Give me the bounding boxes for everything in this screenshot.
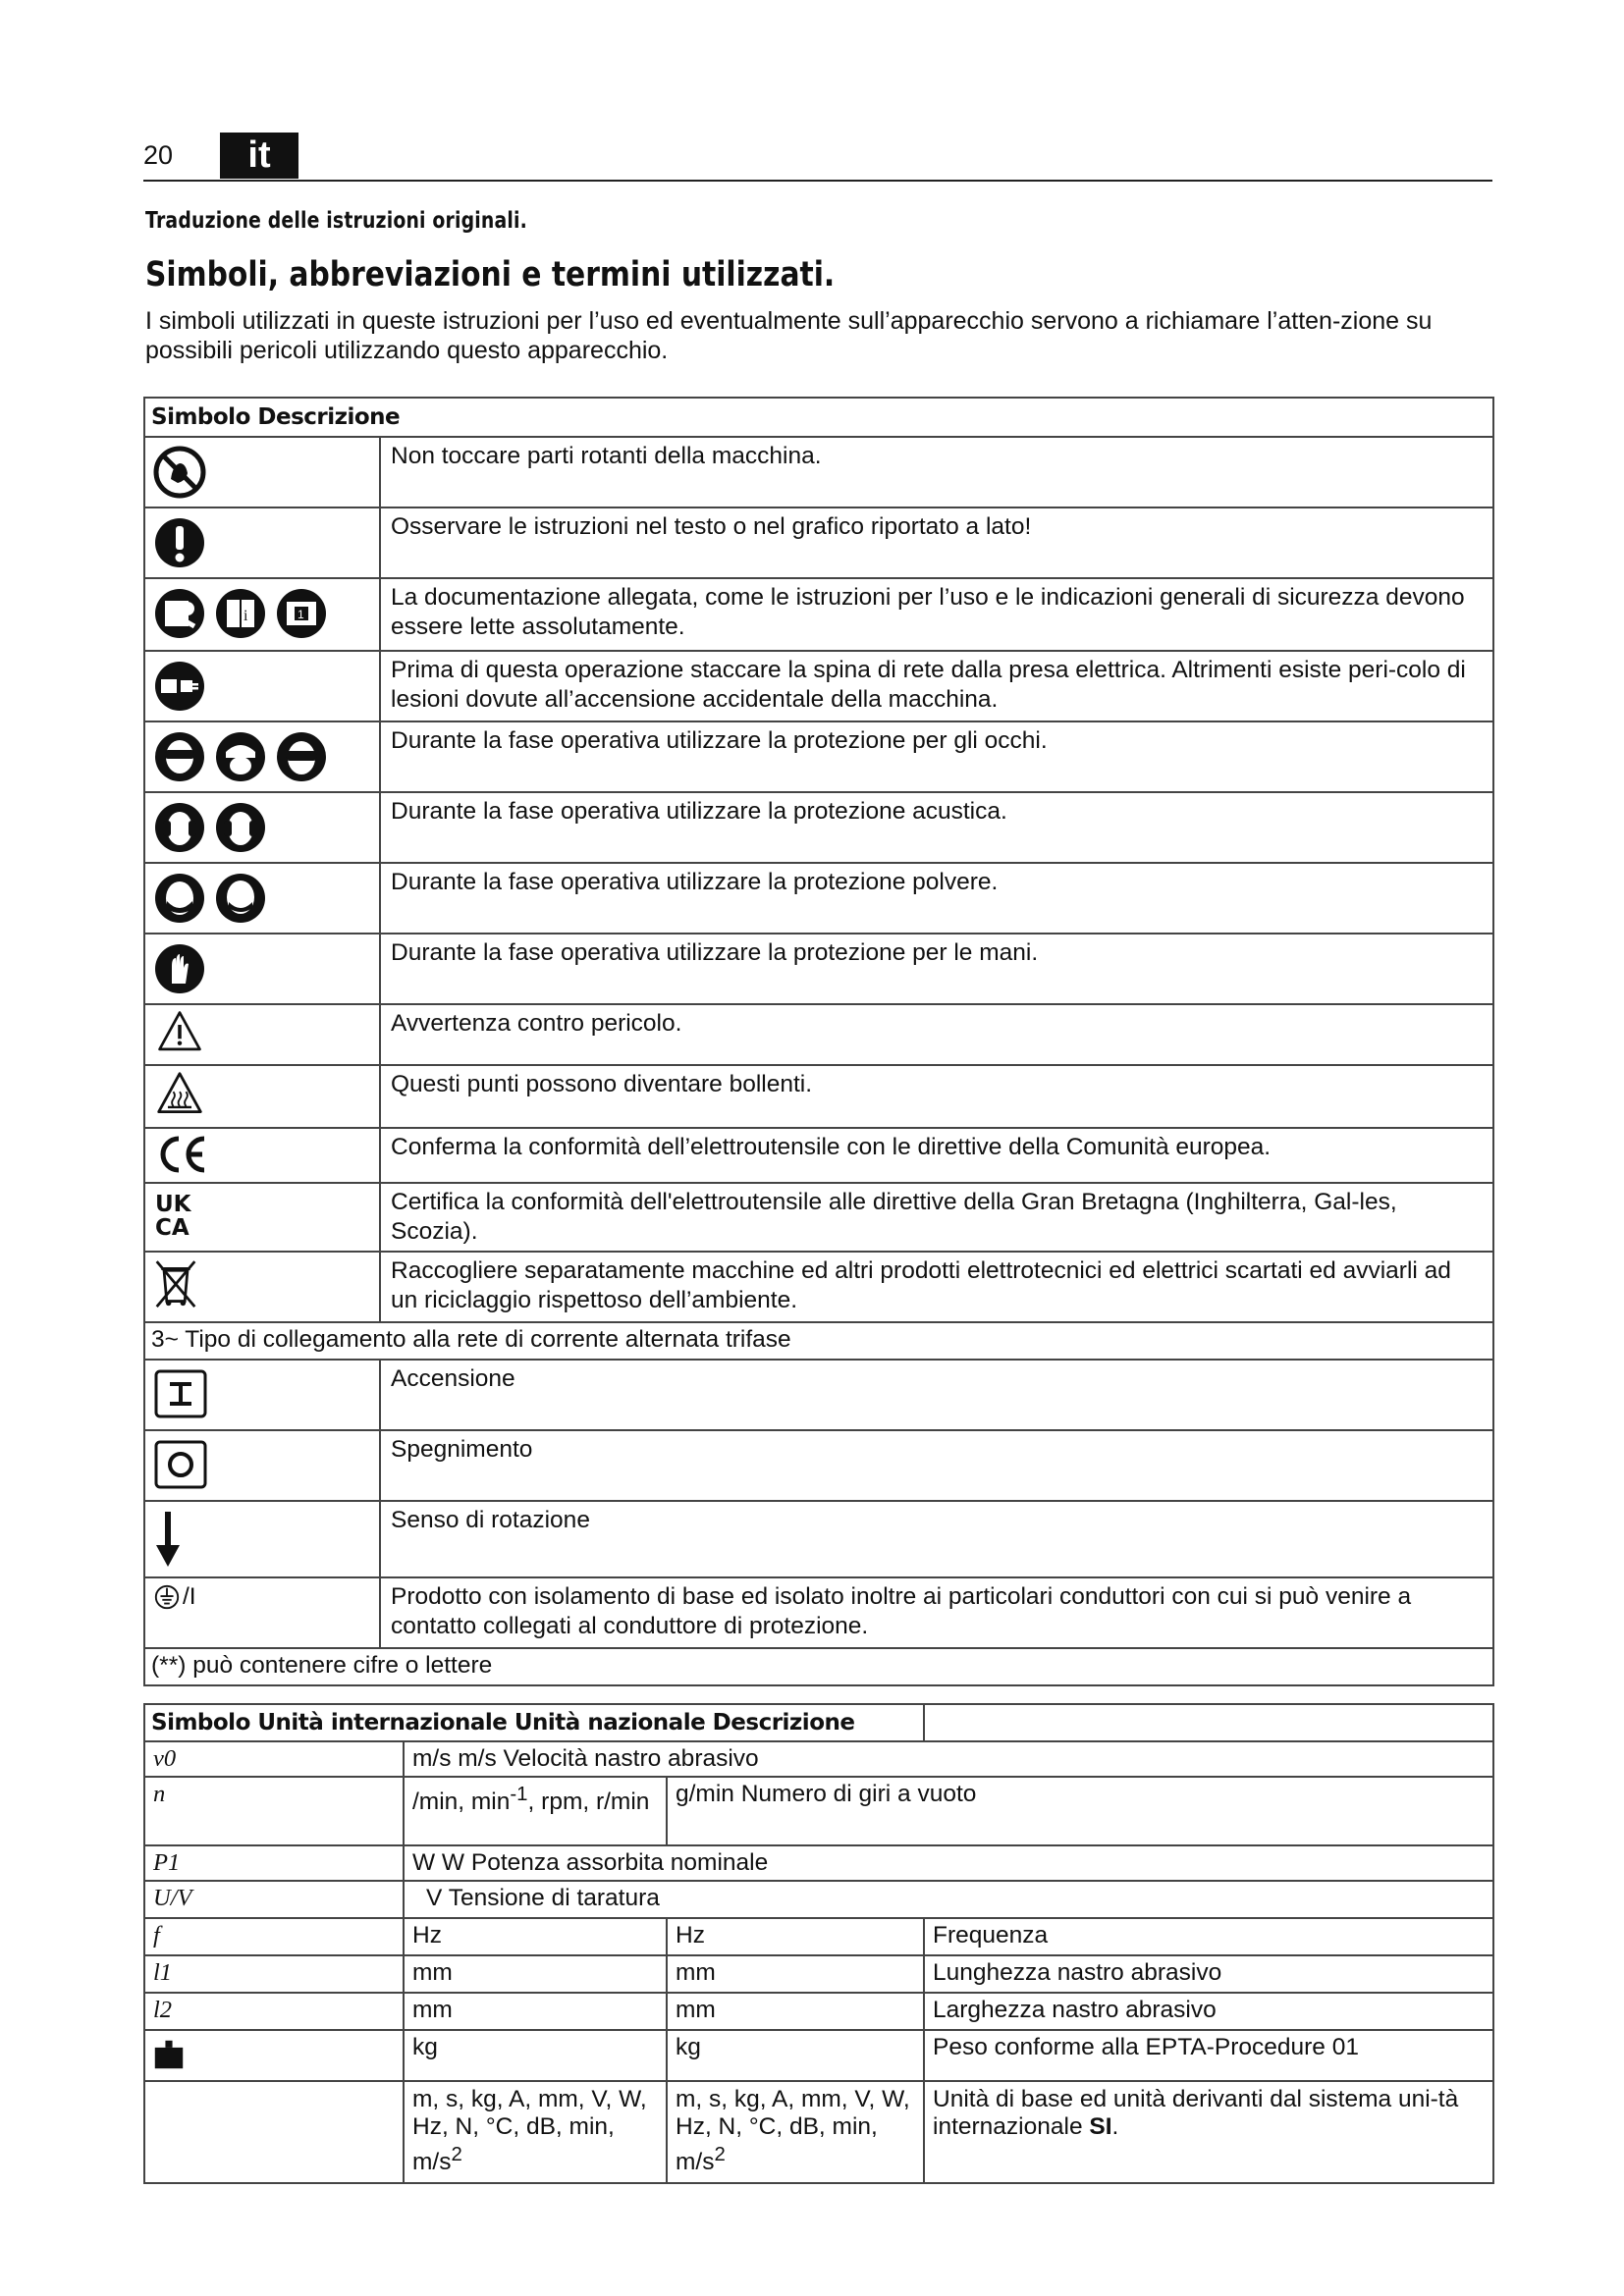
row-text: Certifica la conformità dell'elettroutensile alle direttive della Gran Bretagna (Inghilterra, Gal-les, Scozia). [380,1183,1493,1252]
description-cell: Peso conforme alla EPTA-Procedure 01 [924,2030,1493,2081]
intl-unit-cell: m, s, kg, A, mm, V, W, Hz, N, °C, dB, min, $m/s^2$ [404,2081,667,2183]
table-row [144,934,1493,1004]
page-header [143,133,1492,182]
description-cell: Unità di base ed unità derivanti dal sistema uni-tà internazionale SI. [924,2081,1493,2183]
row-text: Raccogliere separatamente macchine ed altri prodotti elettrotecnici ed elettrici scartati ed avviarli ad un riciclaggio rispettoso dell’ambiente. [380,1252,1493,1322]
row-text: Senso di rotazione [380,1501,1493,1577]
symbol-cell: n [144,1777,404,1845]
natl-unit-cell: Hz [667,1918,924,1955]
table-row [144,863,1493,934]
row-text: Conferma la conformità dell’elettroutensile con le direttive della Comunità europea. [380,1128,1493,1183]
natl-unit-cell: mm [667,1955,924,1993]
description-cell: Larghezza nastro abrasivo [924,1993,1493,2030]
hot-surface-icon [153,1070,206,1119]
svg-text:CA: CA [155,1215,189,1239]
protective-earth-icon [153,1583,181,1611]
table-row [144,507,1493,578]
row-text: La documentazione allegata, come le istruzioni per l’uso e le indicazioni generali di sicurezza devono essere lette assolutamente. [380,578,1493,651]
power-on-icon [153,1368,208,1419]
units-table [143,1703,1494,2184]
table-row [144,1741,1493,1777]
symbol-cell [144,2030,404,2081]
svg-text:i: i [244,608,248,624]
ear-protection-icon [153,801,206,854]
table-row [144,1252,1493,1322]
merged-text: V Tensione di taratura [404,1881,1493,1918]
row-text: Non toccare parti rotanti della macchina. [380,437,1493,507]
table-row [144,1128,1493,1183]
table-row [144,721,1493,792]
natl-unit-cell: kg [667,2030,924,2081]
row-text: Durante la fase operativa utilizzare la protezione per gli occhi. [380,721,1493,792]
weee-bin-icon [153,1256,198,1313]
row-text: Accensione [380,1360,1493,1430]
description-cell: Lunghezza nastro abrasivo [924,1955,1493,1993]
gloves-icon [153,942,206,995]
read-document-icon [275,587,328,640]
table-row [144,1881,1493,1918]
table-row [144,792,1493,863]
table-row [144,1918,1493,1955]
symbol-cell [144,2081,404,2183]
safety-goggles-icon [275,730,328,783]
symbol-cell: U/V [144,1881,404,1918]
ce-mark-icon [153,1135,212,1174]
table-row [144,1065,1493,1128]
natl-unit-cell: mm [667,1993,924,2030]
row-text: Osservare le istruzioni nel testo o nel grafico riportato a lato! [380,507,1493,578]
intl-unit-cell: /min, $\min^{-1}$, rpm, r/min [404,1777,667,1845]
table-row [144,1430,1493,1501]
do-not-touch-rotating-icon [153,446,206,499]
symbol-cell: l1 [144,1955,404,1993]
row-text: Prodotto con isolamento di base ed isolato inoltre ai particolari conduttori con cui si può venire a contatto collegati al conduttore di protezione. [380,1577,1493,1648]
table-row [144,578,1493,651]
face-shield-icon [214,730,267,783]
svg-text:UK: UK [155,1192,191,1217]
merged-text: W W Potenza assorbita nominale [404,1845,1493,1881]
intl-unit-cell: mm [404,1955,667,1993]
table-row [144,1777,1493,1845]
respirator-icon [214,872,267,925]
power-off-icon [153,1439,208,1490]
table-row [144,1322,1493,1360]
language-badge: it [220,133,298,179]
intl-unit-cell: mm [404,1993,667,2030]
weight-icon [153,2039,185,2070]
warning-triangle-icon [153,1009,206,1056]
table-row [144,1183,1493,1252]
eye-protection-icon [153,730,206,783]
ukca-mark-icon [153,1190,192,1239]
symbol-cell: f [144,1918,404,1955]
intl-unit-cell: kg [404,2030,667,2081]
dust-mask-icon [153,872,206,925]
row-text: Durante la fase operativa utilizzare la protezione per le mani. [380,934,1493,1004]
intro-paragraph: I simboli utilizzati in queste istruzioni per l’uso ed eventualmente sull’apparecchio servono a richiamare l’atten-zione su possibili pericoli utilizzando questo apparecchio. [145,307,1433,364]
row-text: Durante la fase operativa utilizzare la protezione acustica. [380,792,1493,863]
row-text: Questi punti possono diventare bollenti. [380,1065,1493,1128]
svg-text:1: 1 [298,608,304,621]
ear-muffs-icon [214,801,267,854]
table-row [144,2081,1493,2183]
symbols-table-header: Simbolo Descrizione [144,398,1493,437]
table-row [144,1360,1493,1430]
table-row [144,437,1493,507]
row-text: Avvertenza contro pericolo. [380,1004,1493,1065]
rotation-arrow-icon [153,1510,183,1569]
symbol-cell: l2 [144,1993,404,2030]
natl-unit-cell: m, s, kg, A, mm, V, W, Hz, N, °C, dB, min, $m/s^2$ [667,2081,924,2183]
read-manual-icon [153,587,206,640]
row-text: Spegnimento [380,1430,1493,1501]
intl-unit-cell: Hz [404,1918,667,1955]
description-cell: Frequenza [924,1918,1493,1955]
footnote-row: (**) può contenere cifre o lettere [144,1648,1493,1685]
symbol-cell: P1 [144,1845,404,1881]
table-row [144,1955,1493,1993]
table-row [144,1004,1493,1065]
merged-text: m/s m/s Velocità nastro abrasivo [404,1741,1493,1777]
subtitle: Traduzione delle istruzioni originali. [145,208,527,234]
symbols-table [143,397,1494,1686]
row-text: Prima di questa operazione staccare la spina di rete dalla presa elettrica. Altrimenti esiste peri-colo di lesioni dovute all’accensione accidentale della macchina. [380,651,1493,721]
read-book-icon [214,587,267,640]
table-row [144,1577,1493,1648]
table-row [144,1501,1493,1577]
merged-text: g/min Numero di giri a vuoto [667,1777,1493,1845]
table-row [144,1648,1493,1685]
mandatory-instructions-icon [153,516,206,569]
three-phase-row: 3~ Tipo di collegamento alla rete di corrente alternata trifase [144,1322,1493,1360]
table-row [144,1845,1493,1881]
table-row [144,651,1493,721]
units-table-header: Simbolo Unità internazionale Unità nazionale Descrizione [144,1704,924,1741]
page-title: Simboli, abbreviazioni e termini utilizzati. [145,255,836,294]
insulation-suffix: /I [183,1583,196,1610]
table-row [144,2030,1493,2081]
page-number: 20 [143,140,174,170]
table-row [144,1993,1493,2030]
unplug-icon [153,660,206,713]
row-text: Durante la fase operativa utilizzare la protezione polvere. [380,863,1493,934]
symbol-cell: v0 [144,1741,404,1777]
